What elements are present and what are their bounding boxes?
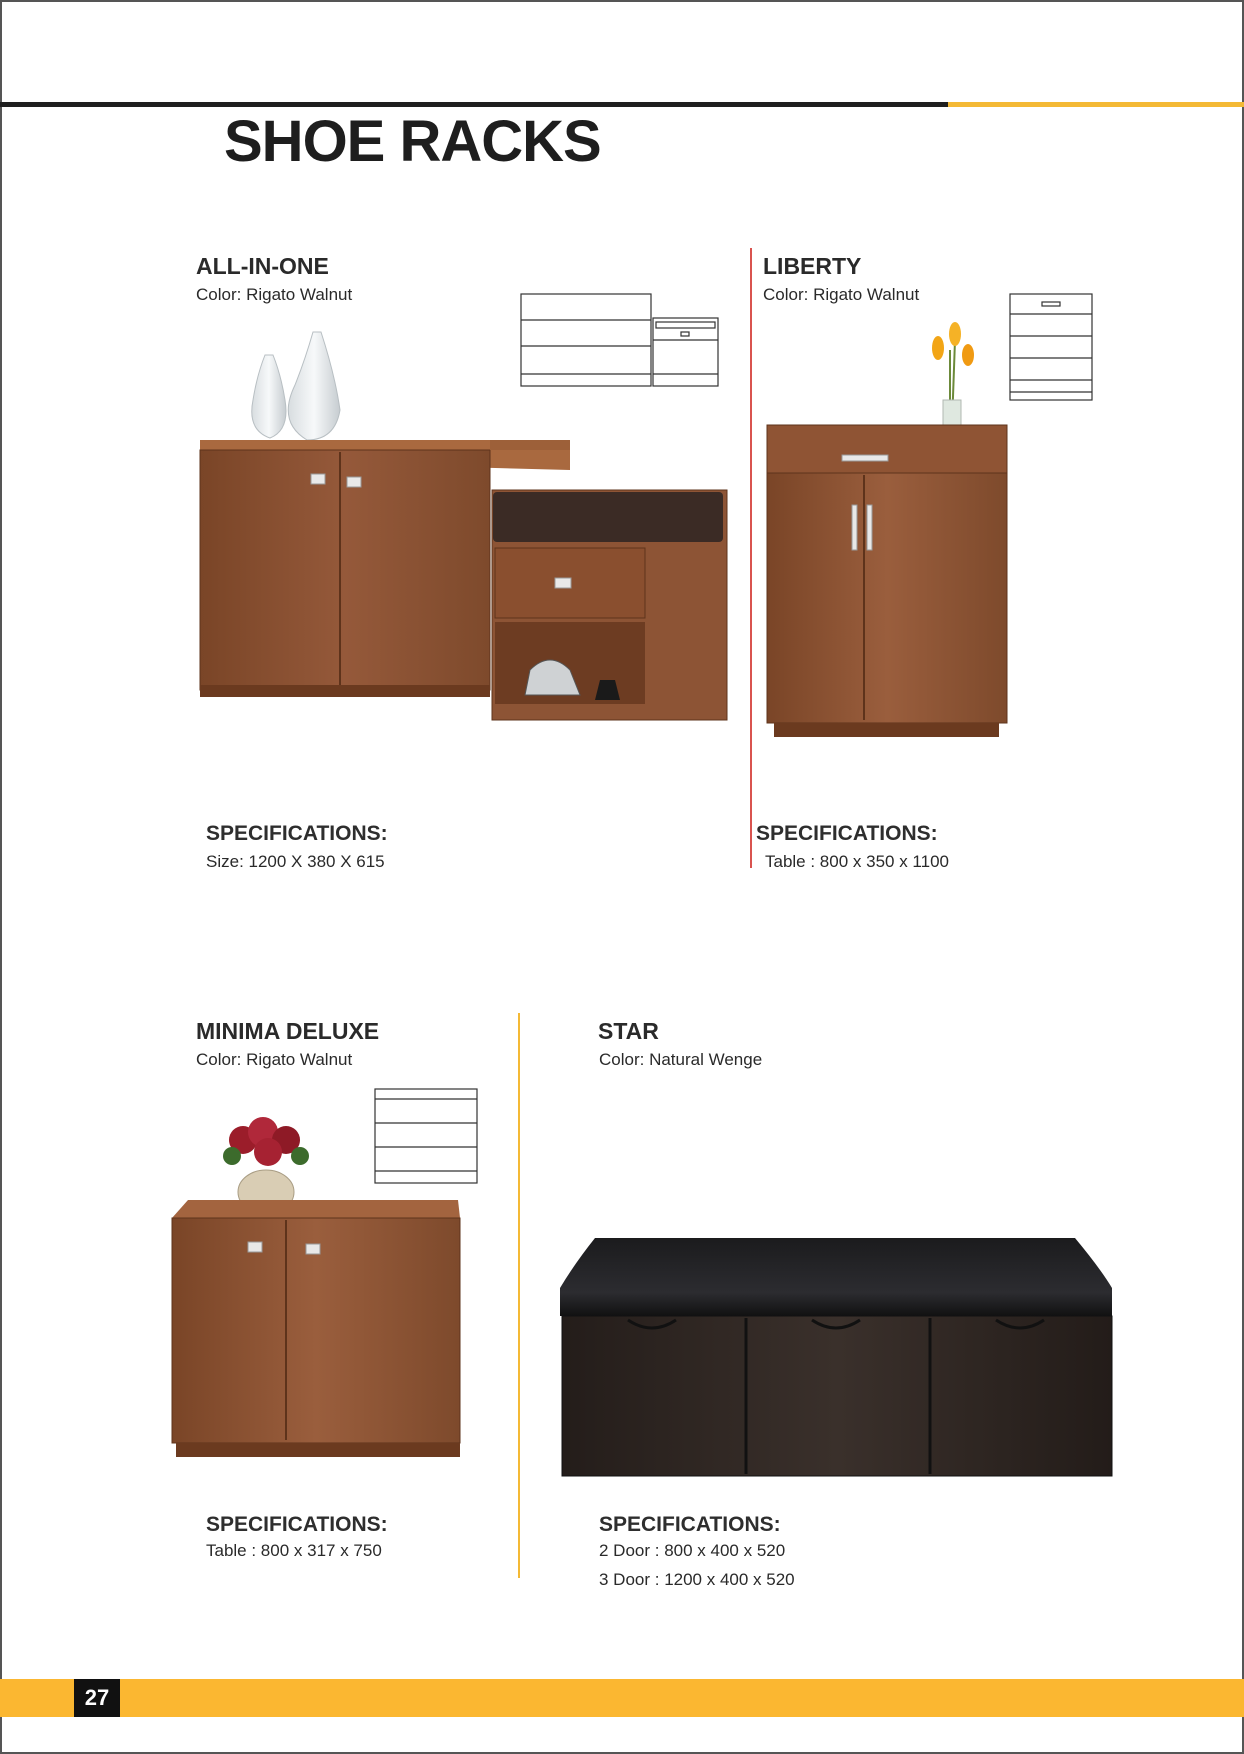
spec-title-liberty: SPECIFICATIONS: bbox=[756, 822, 938, 845]
spec-title-all-in-one: SPECIFICATIONS: bbox=[206, 822, 388, 845]
column-divider-yellow bbox=[518, 1013, 520, 1578]
spec-line-minima-deluxe-1: Table : 800 x 317 x 750 bbox=[206, 1541, 382, 1560]
all-in-one-product-image bbox=[195, 330, 730, 760]
spec-title-minima-deluxe: SPECIFICATIONS: bbox=[206, 1513, 388, 1536]
header-rule-yellow bbox=[948, 102, 1244, 107]
spec-line-all-in-one-1: Size: 1200 X 380 X 615 bbox=[206, 852, 385, 871]
spec-line-star-1: 2 Door : 800 x 400 x 520 bbox=[599, 1541, 786, 1560]
spec-title-star: SPECIFICATIONS: bbox=[599, 1513, 781, 1536]
page-number: 27 bbox=[74, 1679, 120, 1717]
product-color-minima-deluxe: Color: Rigato Walnut bbox=[196, 1050, 353, 1069]
minima-deluxe-product-image bbox=[168, 1110, 468, 1500]
page-title: SHOE RACKS bbox=[224, 109, 601, 174]
spec-line-liberty-1: Table : 800 x 350 x 1100 bbox=[765, 852, 949, 871]
product-name-minima-deluxe: MINIMA DELUXE bbox=[196, 1018, 380, 1044]
footer-bar bbox=[0, 1679, 1244, 1717]
column-divider-red bbox=[750, 248, 752, 868]
spec-line-star-2: 3 Door : 1200 x 400 x 520 bbox=[599, 1570, 795, 1589]
header-rule-dark bbox=[0, 102, 948, 107]
product-color-star: Color: Natural Wenge bbox=[599, 1050, 763, 1069]
product-name-liberty: LIBERTY bbox=[763, 253, 862, 279]
liberty-line-drawing bbox=[1008, 292, 1094, 402]
product-color-all-in-one: Color: Rigato Walnut bbox=[196, 285, 353, 304]
product-name-star: STAR bbox=[598, 1018, 659, 1044]
liberty-product-image bbox=[760, 320, 1020, 765]
product-name-all-in-one: ALL-IN-ONE bbox=[196, 253, 329, 279]
product-color-liberty: Color: Rigato Walnut bbox=[763, 285, 920, 304]
star-product-image bbox=[560, 1238, 1115, 1483]
